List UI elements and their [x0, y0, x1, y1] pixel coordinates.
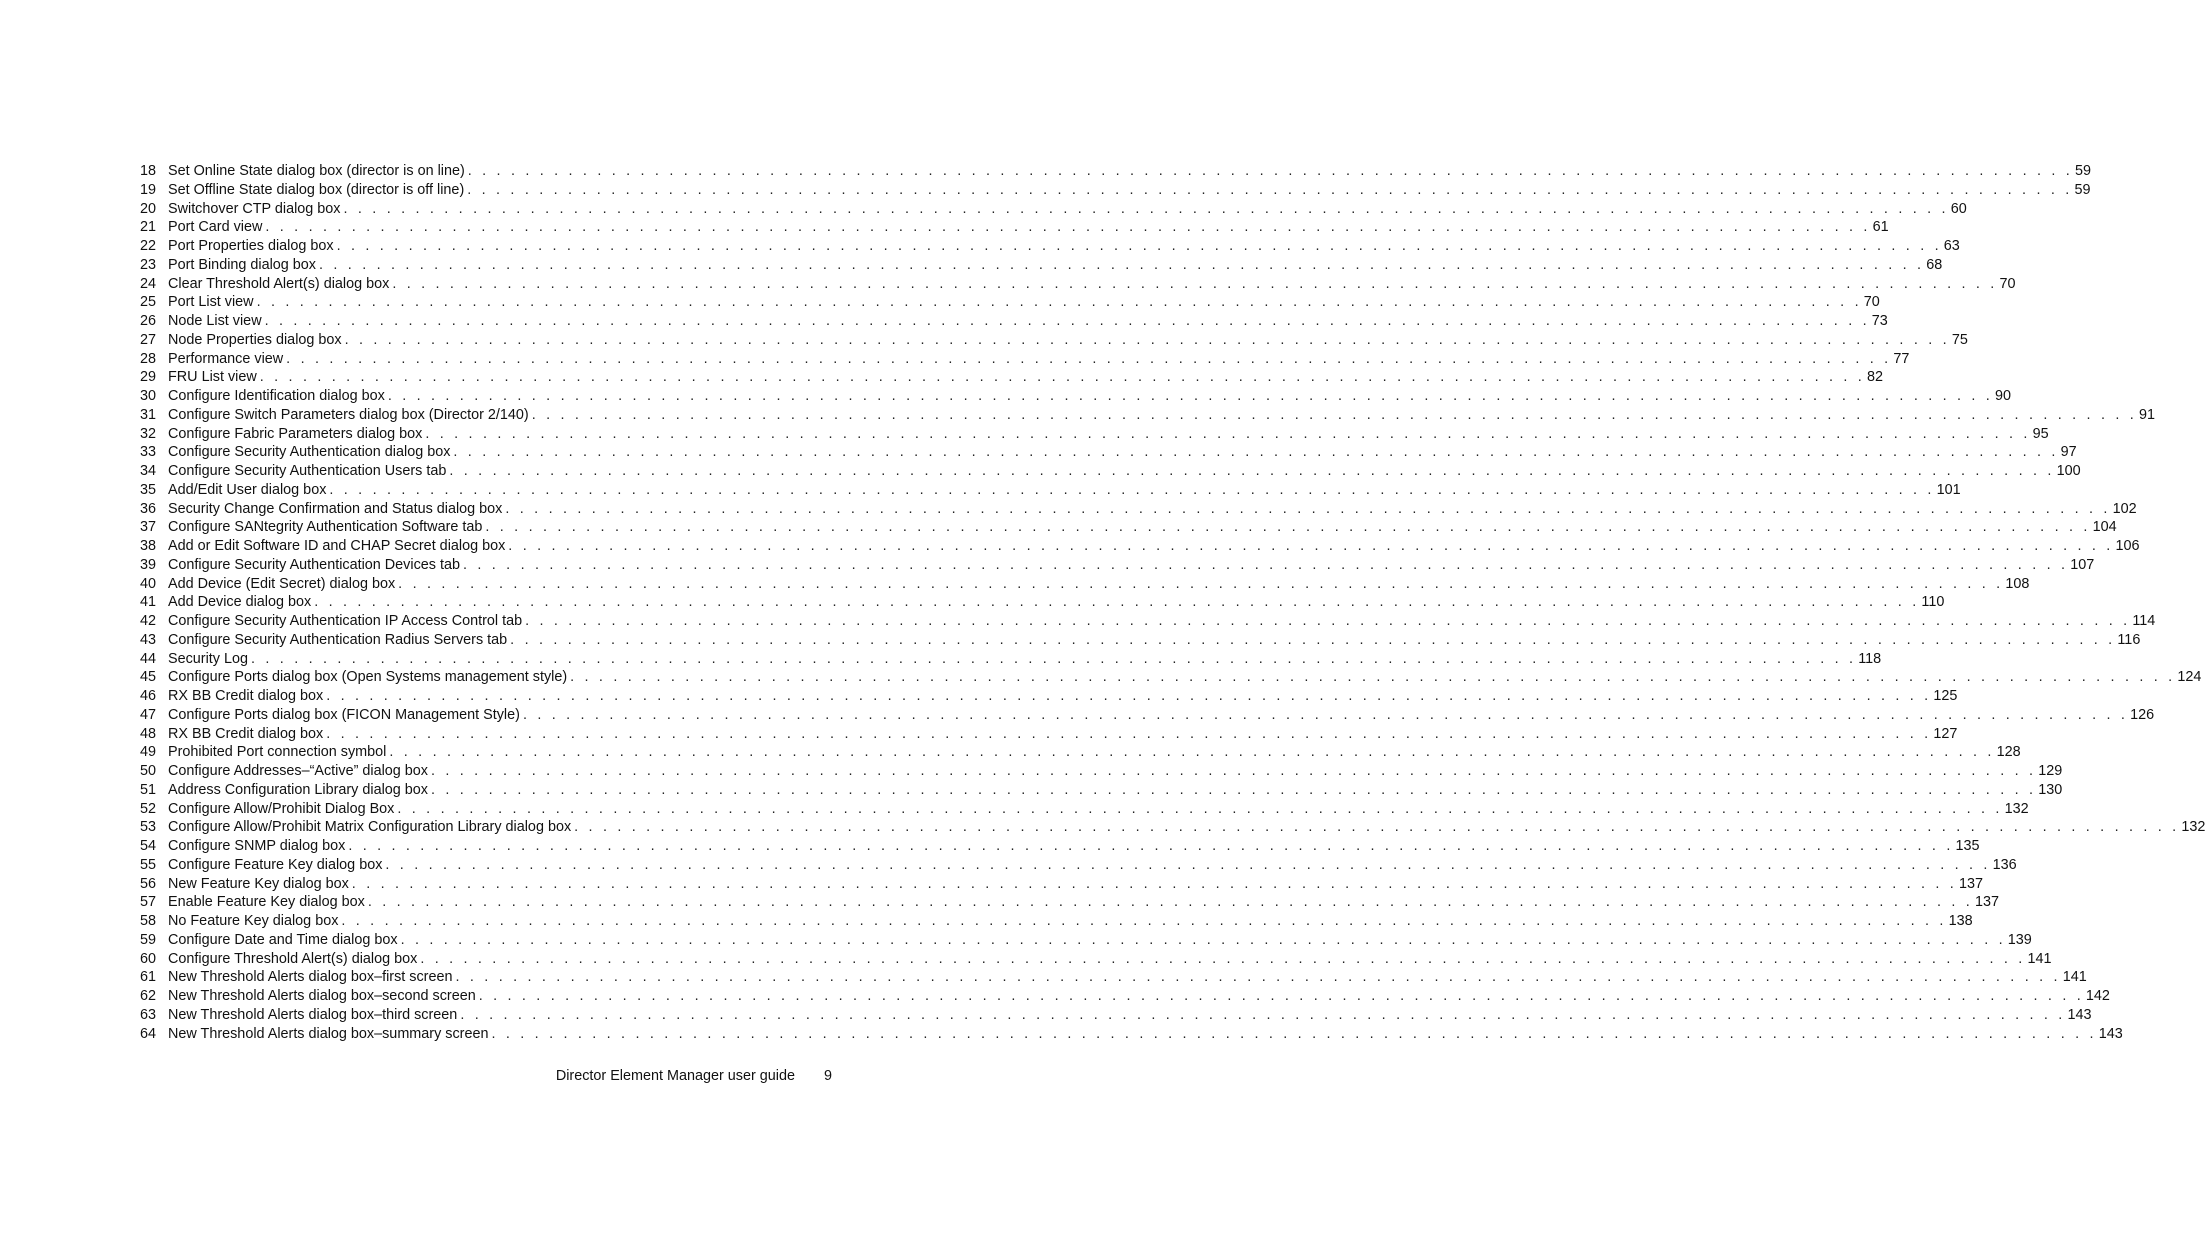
figure-number: 44: [140, 650, 157, 667]
dot-leader: . . . . . . . . . . . . . . . . . . . . . . . . . . . . . . . . . . . . . . . . . . . . . . . . . . . . . . . . . . . . . . . . . . . . . . . . . . . . . . . . . . . . . . . . . . . . . . . . . . . . . . . . . . . . . . . .: [259, 369, 1865, 386]
figure-title: Configure SANtegrity Authentication Software tab: [168, 519, 483, 536]
figure-number: 20: [140, 200, 157, 217]
toc-entry[interactable]: [140, 556, 2095, 575]
dot-leader: . . . . . . . . . . . . . . . . . . . . . . . . . . . . . . . . . . . . . . . . . . . . . . . . . . . . . . . . . . . . . . . . . . . . . . . . . . . . . . . . . . . . . . . . . . . . . . . . . . . . . . . . . . . . . . . .: [430, 763, 2037, 779]
page-reference: 75: [1951, 331, 1968, 348]
toc-entry[interactable]: [140, 950, 2052, 969]
figure-title: Port Properties dialog box: [168, 238, 334, 254]
dot-leader: . . . . . . . . . . . . . . . . . . . . . . . . . . . . . . . . . . . . . . . . . . . . . . . . . . . . . . . . . . . . . . . . . . . . . . . . . . . . . . . . . . . . . . . . . . . . . . . . . . . . . . . . . . . . . . . .: [485, 519, 2091, 536]
toc-entry[interactable]: [140, 856, 2017, 875]
dot-leader: . . . . . . . . . . . . . . . . . . . . . . . . . . . . . . . . . . . . . . . . . . . . . . . . . . . . . . . . . . . . . . . . . . . . . . . . . . . . . . . . . . . . . . . . . . . . . . . . . . . . . . . . . . . . . . . .: [286, 350, 1892, 367]
dot-leader: . . . . . . . . . . . . . . . . . . . . . . . . . . . . . . . . . . . . . . . . . . . . . . . . . . . . . . . . . . . . . . . . . . . . . . . . . . . . . . . . . . . . . . . . . . . . . . . . . . . . . . . . . . . . . . . .: [343, 200, 1949, 217]
page-reference: 90: [1995, 388, 2012, 404]
dot-leader: . . . . . . . . . . . . . . . . . . . . . . . . . . . . . . . . . . . . . . . . . . . . . . . . . . . . . . . . . . . . . . . . . . . . . . . . . . . . . . . . . . . . . . . . . . . . . . . . . . . . . . . . . . . . . . . .: [387, 388, 1994, 404]
figure-number: 58: [140, 913, 157, 929]
page-reference: 138: [1948, 913, 1973, 929]
toc-entry[interactable]: [140, 481, 1961, 500]
figure-title: Configure Allow/Prohibit Dialog Box: [168, 800, 395, 817]
toc-entry[interactable]: [140, 612, 2156, 631]
figure-title: RX BB Credit dialog box: [168, 725, 324, 742]
figure-title: Security Change Confirmation and Status dialog box: [168, 500, 503, 517]
figure-number: 54: [140, 838, 157, 854]
figure-title: Clear Threshold Alert(s) dialog box: [168, 275, 390, 292]
toc-entry[interactable]: [140, 518, 2117, 537]
figure-number: 33: [140, 444, 157, 461]
figure-title: Configure Allow/Prohibit Matrix Configuration Library dialog box: [168, 819, 572, 836]
figure-title: Add or Edit Software ID and CHAP Secret dialog box: [168, 538, 506, 554]
figure-number: 62: [140, 988, 157, 1004]
page-reference: 125: [1933, 688, 1958, 704]
figure-number: 48: [140, 725, 157, 742]
toc-entry[interactable]: [140, 631, 2141, 650]
dot-leader: . . . . . . . . . . . . . . . . . . . . . . . . . . . . . . . . . . . . . . . . . . . . . . . . . . . . . . . . . . . . . . . . . . . . . . . . . . . . . . . . . . . . . . . . . . . . . . . . . . . . . . . . . . . . . . . .: [531, 406, 2137, 423]
page-reference: 70: [1999, 275, 2016, 292]
toc-entry[interactable]: [140, 387, 2012, 406]
toc-entry[interactable]: [140, 743, 2021, 762]
page-reference: 132: [2004, 800, 2029, 817]
figure-number: 47: [140, 706, 157, 723]
toc-entry[interactable]: [140, 218, 1889, 237]
figure-title: Set Online State dialog box (director is on line): [168, 163, 465, 179]
dot-leader: . . . . . . . . . . . . . . . . . . . . . . . . . . . . . . . . . . . . . . . . . . . . . . . . . . . . . . . . . . . . . . . . . . . . . . . . . . . . . . . . . . . . . . . . . . . . . . . . . . . . . . . . . . . . . . . .: [326, 688, 1932, 704]
figure-title: New Threshold Alerts dialog box–third screen: [168, 1006, 458, 1023]
figure-number: 51: [140, 781, 157, 798]
toc-entry[interactable]: [140, 312, 1888, 331]
page-reference: 136: [1992, 856, 2017, 873]
figure-number: 36: [140, 500, 157, 517]
page-reference: 63: [1943, 238, 1960, 254]
figure-title: Add Device (Edit Secret) dialog box: [168, 575, 396, 592]
page-reference: 143: [2067, 1006, 2092, 1023]
figure-number: 18: [140, 163, 157, 179]
figure-title: Set Offline State dialog box (director is off line): [168, 181, 465, 198]
figure-title: Security Log: [168, 650, 248, 667]
dot-leader: . . . . . . . . . . . . . . . . . . . . . . . . . . . . . . . . . . . . . . . . . . . . . . . . . . . . . . . . . . . . . . . . . . . . . . . . . . . . . . . . . . . . . . . . . . . . . . . . . . . . . . . . . . . . . . . .: [508, 538, 2114, 554]
figure-number: 55: [140, 856, 157, 873]
figure-title: Port List view: [168, 294, 254, 311]
page-reference: 143: [2098, 1025, 2123, 1042]
dot-leader: . . . . . . . . . . . . . . . . . . . . . . . . . . . . . . . . . . . . . . . . . . . . . . . . . . . . . . . . . . . . . . . . . . . . . . . . . . . . . . . . . . . . . . . . . . . . . . . . . . . . . . . . . . . . . . . .: [256, 294, 1862, 311]
figure-title: Configure Switch Parameters dialog box (Director 2/140): [168, 406, 529, 423]
figure-number: 37: [140, 519, 157, 536]
page-reference: 128: [1996, 744, 2021, 761]
figure-title: New Feature Key dialog box: [168, 875, 349, 892]
toc-entry[interactable]: [140, 575, 2030, 594]
figure-number: 30: [140, 388, 157, 404]
figure-number: 22: [140, 238, 157, 254]
figure-number: 57: [140, 894, 157, 911]
dot-leader: . . . . . . . . . . . . . . . . . . . . . . . . . . . . . . . . . . . . . . . . . . . . . . . . . . . . . . . . . . . . . . . . . . . . . . . . . . . . . . . . . . . . . . . . . . . . . . . . . . . . . . . . . . . . . . . .: [462, 556, 2069, 573]
figure-title: Prohibited Port connection symbol: [168, 744, 387, 761]
figure-number: 41: [140, 594, 157, 611]
figure-number: 49: [140, 744, 157, 761]
figure-title: RX BB Credit dialog box: [168, 688, 324, 704]
page-reference: 68: [1926, 256, 1943, 273]
figure-number: 45: [140, 669, 157, 686]
dot-leader: . . . . . . . . . . . . . . . . . . . . . . . . . . . . . . . . . . . . . . . . . . . . . . . . . . . . . . . . . . . . . . . . . . . . . . . . . . . . . . . . . . . . . . . . . . . . . . . . . . . . . . . . . . . . . . . .: [491, 1025, 2097, 1042]
toc-entry[interactable]: [140, 462, 2081, 481]
toc-entry[interactable]: [140, 818, 2205, 837]
page-reference: 77: [1893, 350, 1910, 367]
figure-title: Node Properties dialog box: [168, 331, 342, 348]
list-of-figures: [140, 162, 2205, 1043]
dot-leader: . . . . . . . . . . . . . . . . . . . . . . . . . . . . . . . . . . . . . . . . . . . . . . . . . . . . . . . . . . . . . . . . . . . . . . . . . . . . . . . . . . . . . . . . . . . . . . . . . . . . . . . . . . . . . . . .: [251, 650, 1857, 667]
page-reference: 104: [2092, 519, 2117, 536]
figure-number: 26: [140, 313, 157, 329]
toc-entry[interactable]: [140, 500, 2137, 519]
dot-leader: . . . . . . . . . . . . . . . . . . . . . . . . . . . . . . . . . . . . . . . . . . . . . . . . . . . . . . . . . . . . . . . . . . . . . . . . . . . . . . . . . . . . . . . . . . . . . . . . . . . . . . . . . . . . . . . .: [425, 425, 2031, 442]
figure-title: Performance view: [168, 350, 284, 367]
page-reference: 118: [1858, 650, 1882, 667]
page-reference: 108: [2005, 575, 2030, 592]
dot-leader: . . . . . . . . . . . . . . . . . . . . . . . . . . . . . . . . . . . . . . . . . . . . . . . . . . . . . . . . . . . . . . . . . . . . . . . . . . . . . . . . . . . . . . . . . . . . . . . . . . . . . . . . . . . . . . . .: [574, 819, 2180, 836]
figure-number: 50: [140, 763, 157, 779]
toc-entry[interactable]: [140, 800, 2029, 819]
toc-entry[interactable]: [140, 893, 2000, 912]
figure-number: 27: [140, 331, 157, 348]
figure-title: New Threshold Alerts dialog box–first screen: [168, 969, 453, 986]
dot-leader: . . . . . . . . . . . . . . . . . . . . . . . . . . . . . . . . . . . . . . . . . . . . . . . . . . . . . . . . . . . . . . . . . . . . . . . . . . . . . . . . . . . . . . . . . . . . . . . . . . . . . . . . . . . . . . . .: [467, 181, 2073, 198]
figure-number: 31: [140, 406, 157, 423]
figure-title: Configure Ports dialog box (FICON Management Style): [168, 706, 520, 723]
figure-number: 59: [140, 931, 157, 948]
page-reference: 82: [1866, 369, 1883, 386]
page-reference: 124: [2177, 669, 2202, 686]
page-reference: 102: [2112, 500, 2137, 517]
figure-number: 61: [140, 969, 157, 986]
page-reference: 116: [2117, 631, 2141, 648]
dot-leader: . . . . . . . . . . . . . . . . . . . . . . . . . . . . . . . . . . . . . . . . . . . . . . . . . . . . . . . . . . . . . . . . . . . . . . . . . . . . . . . . . . . . . . . . . . . . . . . . . . . . . . . . . . . . . . . .: [397, 800, 2003, 817]
figure-number: 25: [140, 294, 157, 311]
toc-entry[interactable]: [140, 668, 2202, 687]
footer-page-number: 9: [823, 1068, 832, 1084]
figure-number: 46: [140, 688, 157, 704]
toc-entry[interactable]: [140, 912, 1973, 931]
dot-leader: . . . . . . . . . . . . . . . . . . . . . . . . . . . . . . . . . . . . . . . . . . . . . . . . . . . . . . . . . . . . . . . . . . . . . . . . . . . . . . . . . . . . . . . . . . . . . . . . . . . . . . . . . . . . . . . .: [460, 1006, 2066, 1023]
dot-leader: . . . . . . . . . . . . . . . . . . . . . . . . . . . . . . . . . . . . . . . . . . . . . . . . . . . . . . . . . . . . . . . . . . . . . . . . . . . . . . . . . . . . . . . . . . . . . . . . . . . . . . . . . . . . . . . .: [525, 613, 2131, 629]
figure-title: New Threshold Alerts dialog box–summary screen: [168, 1025, 489, 1042]
figure-number: 34: [140, 463, 157, 479]
dot-leader: . . . . . . . . . . . . . . . . . . . . . . . . . . . . . . . . . . . . . . . . . . . . . . . . . . . . . . . . . . . . . . . . . . . . . . . . . . . . . . . . . . . . . . . . . . . . . . . . . . . . . . . . . . . . . . . .: [329, 481, 1935, 498]
dot-leader: . . . . . . . . . . . . . . . . . . . . . . . . . . . . . . . . . . . . . . . . . . . . . . . . . . . . . . . . . . . . . . . . . . . . . . . . . . . . . . . . . . . . . . . . . . . . . . . . . . . . . . . . . . . . . . . .: [367, 894, 1974, 911]
figure-title: Configure SNMP dialog box: [168, 838, 346, 854]
figure-number: 63: [140, 1006, 157, 1023]
figure-title: Configure Addresses–“Active” dialog box: [168, 763, 428, 779]
dot-leader: . . . . . . . . . . . . . . . . . . . . . . . . . . . . . . . . . . . . . . . . . . . . . . . . . . . . . . . . . . . . . . . . . . . . . . . . . . . . . . . . . . . . . . . . . . . . . . . . . . . . . . . . . . . . . . . .: [430, 781, 2037, 798]
toc-entry[interactable]: [140, 1006, 2092, 1025]
toc-entry[interactable]: [140, 181, 2091, 200]
figure-number: 21: [140, 219, 157, 236]
footer-document-title: Director Element Manager user guide: [555, 1068, 795, 1084]
page-reference: 60: [1950, 200, 1967, 217]
figure-title: Configure Security Authentication Radius Servers tab: [168, 631, 508, 648]
toc-entry[interactable]: [140, 987, 2110, 1006]
dot-leader: . . . . . . . . . . . . . . . . . . . . . . . . . . . . . . . . . . . . . . . . . . . . . . . . . . . . . . . . . . . . . . . . . . . . . . . . . . . . . . . . . . . . . . . . . . . . . . . . . . . . . . . . . . . . . . . .: [505, 500, 2111, 517]
figure-number: 53: [140, 819, 157, 836]
page-reference: 70: [1863, 294, 1880, 311]
figure-number: 42: [140, 613, 157, 629]
dot-leader: . . . . . . . . . . . . . . . . . . . . . . . . . . . . . . . . . . . . . . . . . . . . . . . . . . . . . . . . . . . . . . . . . . . . . . . . . . . . . . . . . . . . . . . . . . . . . . . . . . . . . . . . . . . . . . . .: [326, 725, 1932, 742]
figure-number: 39: [140, 556, 157, 573]
toc-entry[interactable]: [140, 350, 1910, 369]
toc-entry[interactable]: [140, 593, 1945, 612]
figure-title: Configure Fabric Parameters dialog box: [168, 425, 423, 442]
toc-entry[interactable]: [140, 762, 2063, 781]
page-reference: 132: [2181, 819, 2205, 836]
dot-leader: . . . . . . . . . . . . . . . . . . . . . . . . . . . . . . . . . . . . . . . . . . . . . . . . . . . . . . . . . . . . . . . . . . . . . . . . . . . . . . . . . . . . . . . . . . . . . . . . . . . . . . . . . . . . . . . .: [449, 463, 2055, 479]
toc-entry[interactable]: [140, 837, 1980, 856]
figure-title: Address Configuration Library dialog box: [168, 781, 428, 798]
figure-title: Add Device dialog box: [168, 594, 312, 611]
dot-leader: . . . . . . . . . . . . . . . . . . . . . . . . . . . . . . . . . . . . . . . . . . . . . . . . . . . . . . . . . . . . . . . . . . . . . . . . . . . . . . . . . . . . . . . . . . . . . . . . . . . . . . . . . . . . . . . .: [420, 950, 2026, 967]
toc-entry[interactable]: [140, 275, 2016, 294]
figure-number: 43: [140, 631, 157, 648]
page-reference: 137: [1975, 894, 2000, 911]
toc-entry[interactable]: [140, 406, 2155, 425]
dot-leader: . . . . . . . . . . . . . . . . . . . . . . . . . . . . . . . . . . . . . . . . . . . . . . . . . . . . . . . . . . . . . . . . . . . . . . . . . . . . . . . . . . . . . . . . . . . . . . . . . . . . . . . . . . . . . . . .: [348, 838, 1954, 854]
dot-leader: . . . . . . . . . . . . . . . . . . . . . . . . . . . . . . . . . . . . . . . . . . . . . . . . . . . . . . . . . . . . . . . . . . . . . . . . . . . . . . . . . . . . . . . . . . . . . . . . . . . . . . . . . . . . . . . .: [453, 444, 2059, 461]
page-reference: 139: [2007, 931, 2032, 948]
figure-title: Configure Security Authentication Devices tab: [168, 556, 460, 573]
toc-entry[interactable]: [140, 162, 2091, 181]
figure-number: 38: [140, 538, 157, 554]
figure-number: 35: [140, 481, 157, 498]
dot-leader: . . . . . . . . . . . . . . . . . . . . . . . . . . . . . . . . . . . . . . . . . . . . . . . . . . . . . . . . . . . . . . . . . . . . . . . . . . . . . . . . . . . . . . . . . . . . . . . . . . . . . . . . . . . . . . . .: [522, 706, 2129, 723]
figure-title: No Feature Key dialog box: [168, 913, 339, 929]
figure-number: 56: [140, 875, 157, 892]
toc-entry[interactable]: [140, 293, 1880, 312]
page-reference: 135: [1955, 838, 1980, 854]
figure-number: 32: [140, 425, 157, 442]
figure-number: 19: [140, 181, 157, 198]
dot-leader: . . . . . . . . . . . . . . . . . . . . . . . . . . . . . . . . . . . . . . . . . . . . . . . . . . . . . . . . . . . . . . . . . . . . . . . . . . . . . . . . . . . . . . . . . . . . . . . . . . . . . . . . . . . . . . . .: [398, 575, 2004, 592]
page-reference: 130: [2038, 781, 2063, 798]
toc-entry[interactable]: [140, 875, 1984, 894]
toc-entry[interactable]: [140, 1025, 2123, 1044]
dot-leader: . . . . . . . . . . . . . . . . . . . . . . . . . . . . . . . . . . . . . . . . . . . . . . . . . . . . . . . . . . . . . . . . . . . . . . . . . . . . . . . . . . . . . . . . . . . . . . . . . . . . . . . . . . . . . . . .: [314, 594, 1920, 611]
toc-entry[interactable]: [140, 331, 1968, 350]
page-reference: 110: [1921, 594, 1945, 611]
page-footer: [0, 1066, 832, 1086]
toc-entry[interactable]: [140, 425, 2049, 444]
figure-title: Node List view: [168, 313, 262, 329]
figure-title: Configure Security Authentication Users tab: [168, 463, 447, 479]
figure-title: Port Card view: [168, 219, 263, 236]
page-reference: 114: [2132, 613, 2156, 629]
page-reference: 141: [2027, 950, 2052, 967]
dot-leader: . . . . . . . . . . . . . . . . . . . . . . . . . . . . . . . . . . . . . . . . . . . . . . . . . . . . . . . . . . . . . . . . . . . . . . . . . . . . . . . . . . . . . . . . . . . . . . . . . . . . . . . . . . . . . . . .: [392, 275, 1998, 292]
toc-entry[interactable]: [140, 968, 2087, 987]
figure-number: 28: [140, 350, 157, 367]
figure-title: Configure Security Authentication IP Access Control tab: [168, 613, 523, 629]
page-reference: 142: [2085, 988, 2110, 1004]
figure-title: Enable Feature Key dialog box: [168, 894, 365, 911]
dot-leader: . . . . . . . . . . . . . . . . . . . . . . . . . . . . . . . . . . . . . . . . . . . . . . . . . . . . . . . . . . . . . . . . . . . . . . . . . . . . . . . . . . . . . . . . . . . . . . . . . . . . . . . . . . . . . . . .: [389, 744, 1995, 761]
dot-leader: . . . . . . . . . . . . . . . . . . . . . . . . . . . . . . . . . . . . . . . . . . . . . . . . . . . . . . . . . . . . . . . . . . . . . . . . . . . . . . . . . . . . . . . . . . . . . . . . . . . . . . . . . . . . . . . .: [319, 256, 1925, 273]
page-reference: 91: [2138, 406, 2155, 423]
dot-leader: . . . . . . . . . . . . . . . . . . . . . . . . . . . . . . . . . . . . . . . . . . . . . . . . . . . . . . . . . . . . . . . . . . . . . . . . . . . . . . . . . . . . . . . . . . . . . . . . . . . . . . . . . . . . . . . .: [351, 875, 1957, 892]
page-reference: 95: [2032, 425, 2049, 442]
figure-title: Configure Feature Key dialog box: [168, 856, 383, 873]
page-reference: 100: [2056, 463, 2081, 479]
figure-title: Configure Threshold Alert(s) dialog box: [168, 950, 418, 967]
figure-number: 52: [140, 800, 157, 817]
toc-entry[interactable]: [140, 537, 2140, 556]
toc-entry[interactable]: [140, 725, 1958, 744]
dot-leader: . . . . . . . . . . . . . . . . . . . . . . . . . . . . . . . . . . . . . . . . . . . . . . . . . . . . . . . . . . . . . . . . . . . . . . . . . . . . . . . . . . . . . . . . . . . . . . . . . . . . . . . . . . . . . . . .: [400, 931, 2006, 948]
figure-title: Configure Identification dialog box: [168, 388, 385, 404]
page-reference: 107: [2070, 556, 2095, 573]
toc-entry[interactable]: [140, 237, 1960, 256]
dot-leader: . . . . . . . . . . . . . . . . . . . . . . . . . . . . . . . . . . . . . . . . . . . . . . . . . . . . . . . . . . . . . . . . . . . . . . . . . . . . . . . . . . . . . . . . . . . . . . . . . . . . . . . . . . . . . . . .: [336, 238, 1942, 254]
figure-title: Add/Edit User dialog box: [168, 481, 327, 498]
figure-title: Port Binding dialog box: [168, 256, 317, 273]
page-reference: 129: [2038, 763, 2063, 779]
page-reference: 73: [1871, 313, 1888, 329]
toc-entry[interactable]: [140, 687, 1958, 706]
page-reference: 106: [2115, 538, 2140, 554]
figure-number: 40: [140, 575, 157, 592]
figure-title: Configure Security Authentication dialog box: [168, 444, 451, 461]
dot-leader: . . . . . . . . . . . . . . . . . . . . . . . . . . . . . . . . . . . . . . . . . . . . . . . . . . . . . . . . . . . . . . . . . . . . . . . . . . . . . . . . . . . . . . . . . . . . . . . . . . . . . . . . . . . . . . . .: [478, 988, 2084, 1004]
toc-entry[interactable]: [140, 706, 2155, 725]
toc-entry[interactable]: [140, 650, 1882, 669]
dot-leader: . . . . . . . . . . . . . . . . . . . . . . . . . . . . . . . . . . . . . . . . . . . . . . . . . . . . . . . . . . . . . . . . . . . . . . . . . . . . . . . . . . . . . . . . . . . . . . . . . . . . . . . . . . . . . . . .: [265, 219, 1871, 236]
figure-number: 64: [140, 1025, 157, 1042]
dot-leader: . . . . . . . . . . . . . . . . . . . . . . . . . . . . . . . . . . . . . . . . . . . . . . . . . . . . . . . . . . . . . . . . . . . . . . . . . . . . . . . . . . . . . . . . . . . . . . . . . . . . . . . . . . . . . . . .: [467, 163, 2073, 179]
page-reference: 101: [1936, 481, 1961, 498]
page-reference: 141: [2062, 969, 2087, 986]
figure-title: Switchover CTP dialog box: [168, 200, 341, 217]
dot-leader: . . . . . . . . . . . . . . . . . . . . . . . . . . . . . . . . . . . . . . . . . . . . . . . . . . . . . . . . . . . . . . . . . . . . . . . . . . . . . . . . . . . . . . . . . . . . . . . . . . . . . . . . . . . . . . . .: [344, 331, 1950, 348]
toc-entry[interactable]: [140, 931, 2032, 950]
dot-leader: . . . . . . . . . . . . . . . . . . . . . . . . . . . . . . . . . . . . . . . . . . . . . . . . . . . . . . . . . . . . . . . . . . . . . . . . . . . . . . . . . . . . . . . . . . . . . . . . . . . . . . . . . . . . . . . .: [510, 631, 2116, 648]
toc-entry[interactable]: [140, 256, 1943, 275]
figure-title: Configure Ports dialog box (Open Systems management style): [168, 669, 568, 686]
figure-title: Configure Date and Time dialog box: [168, 931, 398, 948]
page-reference: 126: [2130, 706, 2155, 723]
page-reference: 61: [1872, 219, 1889, 236]
page-reference: 59: [2074, 163, 2091, 179]
figure-title: New Threshold Alerts dialog box–second screen: [168, 988, 476, 1004]
page-reference: 137: [1959, 875, 1984, 892]
page-reference: 127: [1933, 725, 1958, 742]
figure-title: FRU List view: [168, 369, 257, 386]
page-reference: 97: [2060, 444, 2077, 461]
dot-leader: . . . . . . . . . . . . . . . . . . . . . . . . . . . . . . . . . . . . . . . . . . . . . . . . . . . . . . . . . . . . . . . . . . . . . . . . . . . . . . . . . . . . . . . . . . . . . . . . . . . . . . . . . . . . . . . .: [341, 913, 1947, 929]
dot-leader: . . . . . . . . . . . . . . . . . . . . . . . . . . . . . . . . . . . . . . . . . . . . . . . . . . . . . . . . . . . . . . . . . . . . . . . . . . . . . . . . . . . . . . . . . . . . . . . . . . . . . . . . . . . . . . . .: [455, 969, 2061, 986]
dot-leader: . . . . . . . . . . . . . . . . . . . . . . . . . . . . . . . . . . . . . . . . . . . . . . . . . . . . . . . . . . . . . . . . . . . . . . . . . . . . . . . . . . . . . . . . . . . . . . . . . . . . . . . . . . . . . . . .: [264, 313, 1870, 329]
dot-leader: . . . . . . . . . . . . . . . . . . . . . . . . . . . . . . . . . . . . . . . . . . . . . . . . . . . . . . . . . . . . . . . . . . . . . . . . . . . . . . . . . . . . . . . . . . . . . . . . . . . . . . . . . . . . . . . .: [570, 669, 2176, 686]
figure-number: 24: [140, 275, 157, 292]
toc-entry[interactable]: [140, 443, 2077, 462]
page-reference: 59: [2074, 181, 2091, 198]
toc-entry[interactable]: [140, 368, 1883, 387]
toc-entry[interactable]: [140, 200, 1967, 219]
figure-number: 60: [140, 950, 157, 967]
toc-entry[interactable]: [140, 781, 2063, 800]
dot-leader: . . . . . . . . . . . . . . . . . . . . . . . . . . . . . . . . . . . . . . . . . . . . . . . . . . . . . . . . . . . . . . . . . . . . . . . . . . . . . . . . . . . . . . . . . . . . . . . . . . . . . . . . . . . . . . . .: [385, 856, 1991, 873]
figure-number: 23: [140, 256, 157, 273]
figure-number: 29: [140, 369, 157, 386]
